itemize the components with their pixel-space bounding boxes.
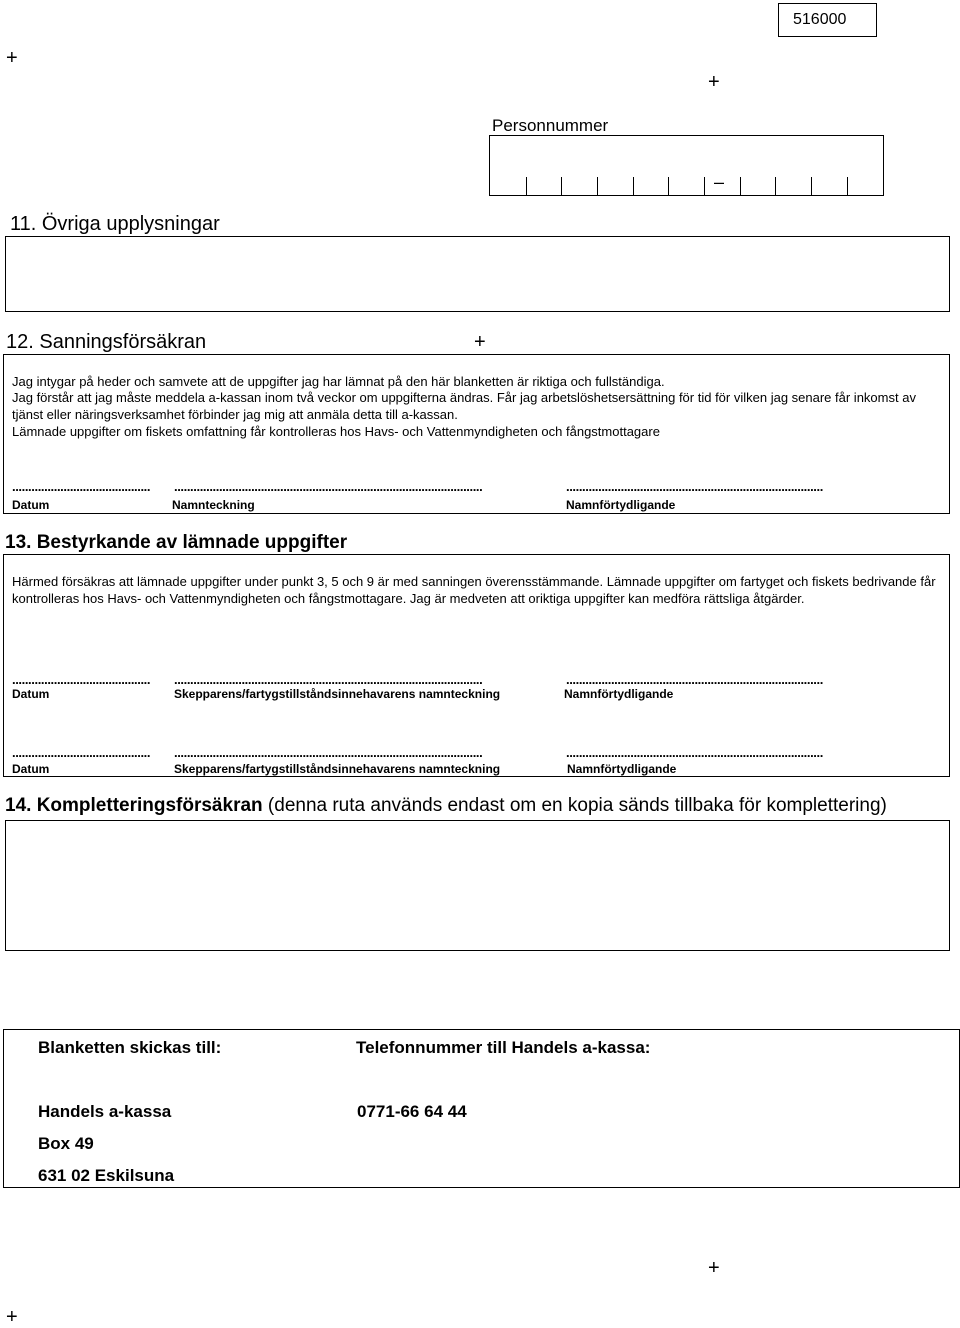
digit-divider	[526, 177, 527, 195]
name-clarification-line: ................................................................................	[566, 745, 823, 760]
digit-divider	[597, 177, 598, 195]
date-signature-line: ...........................................	[12, 745, 151, 760]
personnummer-label: Personnummer	[492, 116, 609, 135]
digit-divider	[775, 177, 776, 195]
address-line-1: Handels a-kassa	[38, 1102, 172, 1121]
form-number-box	[778, 3, 877, 37]
date-signature-line: ...........................................	[12, 672, 151, 687]
digit-divider	[847, 177, 848, 195]
section-13-title: 13. Bestyrkande av lämnade uppgifter	[5, 532, 348, 553]
section-13-box	[3, 554, 950, 777]
address-line-3: 631 02 Eskilsuna	[38, 1166, 175, 1185]
section-12-line-3: Lämnade uppgifter om fiskets omfattning får kontrolleras hos Havs- och Vattenmyndigheten och fångstmottagare	[12, 424, 660, 439]
section-11-title: 11. Övriga upplysningar	[10, 213, 220, 235]
registration-mark: +	[6, 1306, 18, 1328]
datum-label: Datum	[12, 762, 50, 776]
section-12-box	[3, 354, 950, 514]
digit-divider	[811, 177, 812, 195]
send-to-heading: Blanketten skickas till:	[38, 1038, 222, 1057]
digit-divider	[633, 177, 634, 195]
footer-box	[3, 1029, 960, 1188]
skepparens-signature-label: Skepparens/fartygstillståndsinnehavarens namnteckning	[174, 762, 501, 776]
section-12-line-1: Jag intygar på heder och samvete att de uppgifter jag har lämnat på den här blanketten är riktiga och fullständiga.	[12, 374, 665, 389]
section-14-title-note: (denna ruta används endast om en kopia sänds tillbaka för komplettering)	[262, 795, 887, 816]
registration-mark: +	[708, 71, 720, 93]
form-number: 516000	[793, 11, 847, 28]
section-14-title	[5, 795, 887, 817]
name-clarification-line: ................................................................................	[566, 479, 823, 494]
date-signature-line: ...........................................	[12, 479, 151, 494]
section-12-title: 12. Sanningsförsäkran	[6, 331, 207, 353]
digit-divider	[668, 177, 669, 195]
address-line-2: Box 49	[38, 1134, 94, 1153]
namnfortydligande-label: Namnförtydligande	[564, 687, 674, 701]
section-14-textbox[interactable]	[5, 820, 950, 951]
section-14-title-bold: 14. Kompletteringsförsäkran	[5, 795, 263, 816]
digit-divider	[740, 177, 741, 195]
namnteckning-label: Namnteckning	[172, 498, 255, 512]
signature-line: ................................................................................................	[174, 672, 483, 687]
personnummer-dash: –	[714, 172, 725, 192]
section-12-line-2: Jag förstår att jag måste meddela a-kassan inom två veckor om uppgifterna ändras. Får jag arbetslöshetsersättning för tid för vilken jag senare får inkomst av tjänst eller näringsverksamhet förbinder jag mig att anmäla detta till a-kassan.	[12, 390, 916, 422]
registration-mark: +	[474, 331, 486, 353]
registration-mark: +	[6, 47, 18, 69]
section-13-text: Härmed försäkras att lämnade uppgifter under punkt 3, 5 och 9 är med sanningen överensstämmande. Lämnade uppgifter om fartyget och fiskets bedrivande får kontrolleras hos Havs- och Vattenmyndigheten och fångstmottagare. Jag är medveten att oriktiga uppgifter kan medföra rättsliga åtgärder.	[12, 574, 936, 606]
signature-line: ................................................................................................	[174, 479, 483, 494]
signature-line: ................................................................................................	[174, 745, 483, 760]
registration-mark: +	[708, 1257, 720, 1279]
personnummer-field[interactable]	[489, 135, 884, 196]
datum-label: Datum	[12, 687, 50, 701]
digit-divider	[561, 177, 562, 195]
phone-heading: Telefonnummer till Handels a-kassa:	[356, 1038, 651, 1057]
namnfortydligande-label: Namnförtydligande	[567, 762, 677, 776]
namnfortydligande-label: Namnförtydligande	[566, 498, 676, 512]
section-11-textbox[interactable]	[5, 236, 950, 312]
name-clarification-line: ................................................................................	[566, 672, 823, 687]
datum-label: Datum	[12, 498, 50, 512]
digit-divider	[704, 177, 705, 195]
skepparens-signature-label: Skepparens/fartygstillståndsinnehavarens namnteckning	[174, 687, 501, 701]
phone-number: 0771-66 64 44	[357, 1102, 467, 1121]
